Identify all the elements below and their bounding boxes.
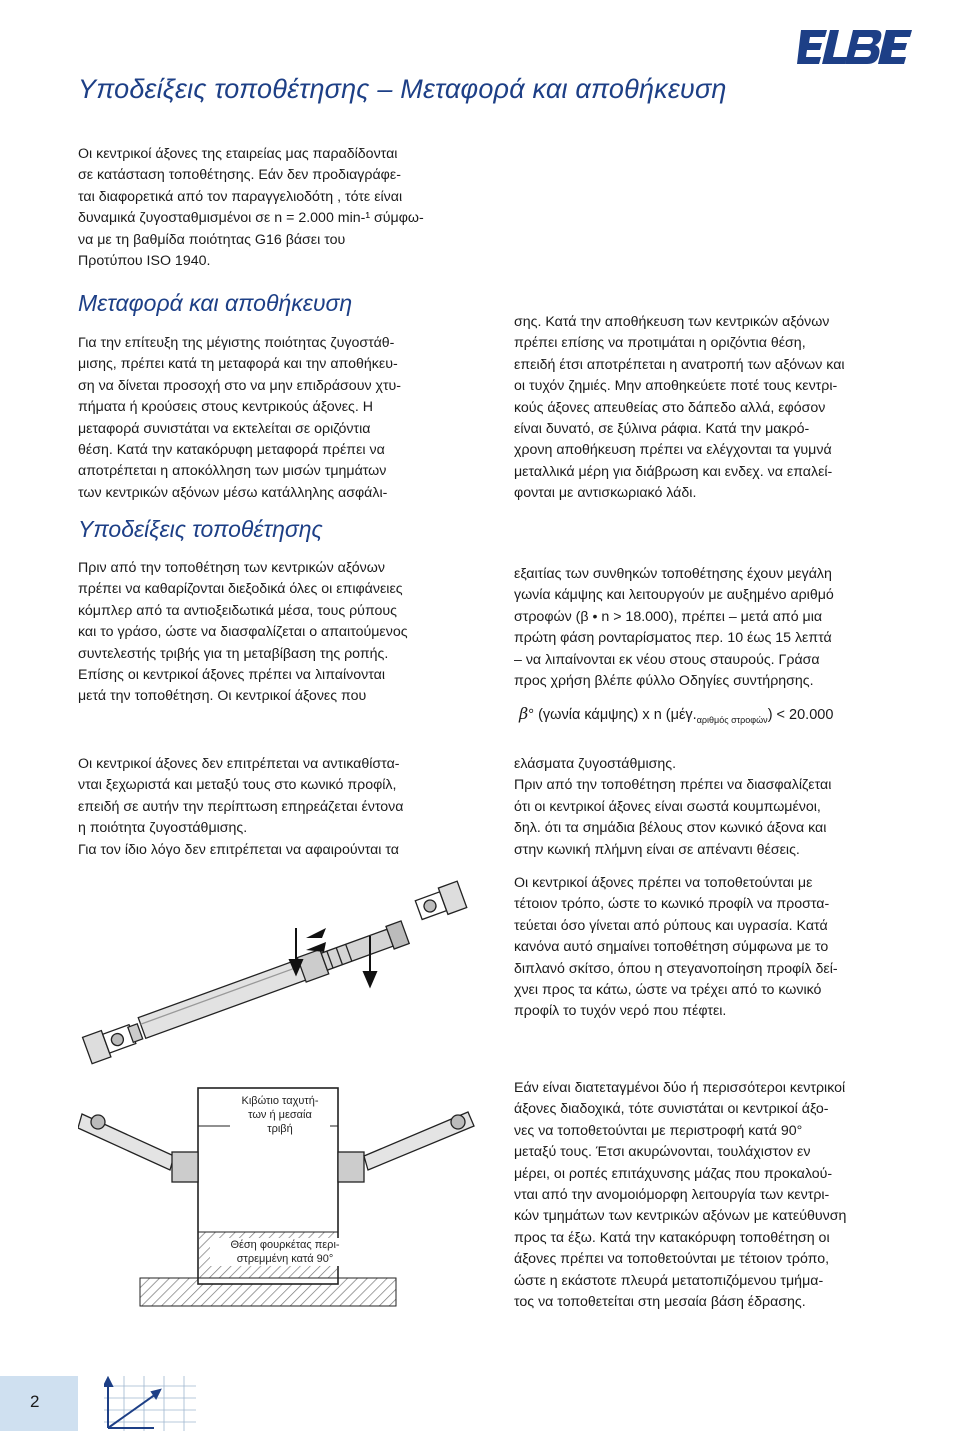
balancing-left-paragraph: Οι κεντρικοί άξονες δεν επιτρέπεται να αντικαθίστα- νται ξεχωριστά και μεταξύ τους στο κωνικό προφίλ, επειδή σε αυτήν την περίπτωση επηρεάζεται έντονα η ποιότητα ζυγοστάθμισης. Για τον ίδιο λόγο δεν επιτρέπεται να αφαιρούνται τα <box>78 756 404 858</box>
installation-heading: Υποδείξεις τοποθέτησης <box>78 516 323 542</box>
graph-arrow-icon <box>104 1376 196 1431</box>
page-number-tab <box>0 1376 78 1431</box>
transport-heading: Μεταφορά και αποθήκευση <box>78 290 353 316</box>
intermediate-bearing-drawing <box>78 1082 498 1307</box>
balancing-right-paragraph: ελάσματα ζυγοστάθμισης. Πριν από την τοποθέτηση πρέπει να διασφαλίζεται ότι οι κεντρικοί άξονες είναι σωστά κουμπωμένοι, δηλ. ότι τα σημάδια βέλους στον κωνικό άξονα και στην κωνική πλήμνη είναι σε απέναντι θέσεις. <box>514 756 832 858</box>
seal-orientation-paragraph: Οι κεντρικοί άξονες πρέπει να τοποθετούνται με τέτοιον τρόπο, ώστε το κωνικό προφίλ να προστα- τεύεται όσο γίνεται από ρύπους και υγρασία. Κατά κανόνα αυτό σημαίνει τοποθέτηση σύμφωνα με το διπλανό σκίτσο, όπου η στεγανοποίηση προφίλ δεί- χνει προς τα κάτω, ώστε να τρέχει από το κωνικό προφίλ το τυχόν νερό που πέφτει. <box>514 875 838 1020</box>
gearbox-label: Κιβώτιο ταχυτή- των ή μεσαία τριβή <box>230 1094 330 1136</box>
yoke-position-label: Θέση φουρκέτας περι- στρεμμένη κατά 90° <box>210 1238 360 1266</box>
shaft-installation-drawing <box>78 868 478 1068</box>
multiple-shafts-paragraph: Εάν είναι διατεταγμένοι δύο ή περισσότεροι κεντρικοί άξονες διαδοχικά, τότε συνιστάται οι κεντρικοί άξο- νες να τοποθετούνται με περιστροφή κατά 90° μεταξύ τους. Έτσι ακυρώνονται, τουλάχιστον εν μέρει, οι ροπές επιτάχυνσης μάζας που προκαλού- νται από την ανομοιόμορφη λειτουργία των κεντρι- κών τμημάτων των κεντρικών αξόνων με κατεύθυνση προς τα έξω. Κατά την κατακόρυφη τοποθέτηση οι άξονες πρέπει να τοποθετούνται με τέτοιον τρόπο, ώστε η εκάστοτε πλευρά μετατοπιζόμενου τμήμα- τος να τοποθετείται στη μεσαία βάση έδρασης. <box>514 1080 847 1311</box>
intro-paragraph: Οι κεντρικοί άξονες της εταιρείας μας παραδίδονται σε κατάσταση τοποθέτησης. Εάν δεν προδιαγράφε- ται διαφορετικά από τον παραγγελιοδότη , τότε είναι δυναμικά ζυγοσταθμισμένοι σε n = 2.000 min-¹ σύμφω- να με τη βαθμίδα ποιότητας G16 βάσει του Προτύπου ISO 1940. <box>78 146 424 270</box>
elbe-logo <box>797 26 913 68</box>
page-title: Υποδείξεις τοποθέτησης – Μεταφορά και αποθήκευση <box>78 74 727 104</box>
page-number: 2 <box>30 1392 40 1411</box>
transport-right-paragraph: σης. Κατά την αποθήκευση των κεντρικών αξόνων πρέπει επίσης να προτιμάται η οριζόντια θέση, επειδή έτσι αποτρέπεται η ανατροπή των αξόνων και οι τυχόν ζημιές. Μην αποθηκεύετε ποτέ τους κεντρι- κούς άξονες απευθείας στο δάπεδο αλλά, εφόσον είναι δυνατό, σε ξύλινα ράφια. Κατά την μακρό- χρονη αποθήκευση πρέπει να ελέγχονται τα γυμνά μεταλλικά μέρη για διάβρωση και ενδεχ. να επαλεί- φονται με αντισκωριακό λάδι. <box>514 314 845 502</box>
installation-right-paragraph: εξαιτίας των συνθηκών τοποθέτησης έχουν μεγάλη γωνία κάμψης και λειτουργούν με αυξημένο αριθμό στροφών (β • n > 18.000), πρέπει – μετά από μια πρώτη φάση ρονταρίσματος περ. 10 έως 15 λεπτά – να λιπαίνονται εκ νέου στους σταυρούς. Γράσα προς χρήση βλέπε φύλλο Οδηγίες συντήρησης. <box>514 566 834 690</box>
transport-left-paragraph: Για την επίτευξη της μέγιστης ποιότητας ζυγοστάθ- μισης, πρέπει κατά τη μεταφορά και την αποθήκευ- ση να δίνεται προσοχή στο να μην επιδράσουν χτυ- πήματα ή κρούσεις στους κεντρικούς άξονες. Η μεταφορά συνιστάται να εκτελείται σε οριζόντια θέση. Κατά την κατακόρυφη μεταφορά πρέπει να αποτρέπεται η αποκόλληση των μισών τμημάτων των κεντρικών αξόνων μέσω κατάλληλης ασφάλι- <box>78 335 402 501</box>
lubrication-formula: β° (γωνία κάμψης) x n $(\mu έ\gamma._{\alpha\rho\iota\theta\mu ό\varsigma \sigma\tau\rho o\varphi ώ\nu}) < 20.000$ <box>519 704 834 725</box>
installation-left-paragraph: Πριν από την τοποθέτηση των κεντρικών αξόνων πρέπει να καθαρίζονται διεξοδικά όλες οι επιφάνειες κόμπλερ από τα αντιοξειδωτικά μέσα, τους ρύπους και το γράσο, ώστε να διασφαλίζεται ο απαιτούμενος συντελεστής τριβής για τη μεταβίβαση της ροπής. Επίσης οι κεντρικοί άξονες πρέπει να λιπαίνονται μετά την τοποθέτηση. Οι κεντρικοί άξονες που <box>78 560 408 705</box>
